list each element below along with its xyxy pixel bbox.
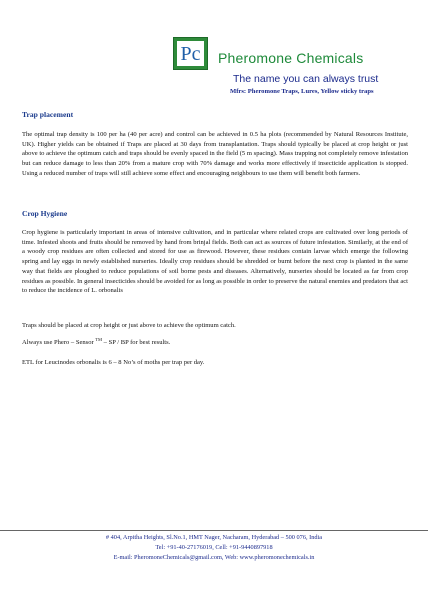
usage-suffix: – SP / BP for best results. (102, 339, 171, 346)
company-tagline: The name you can always trust (233, 73, 379, 85)
crop-hygiene-paragraph: Crop hygiene is particularly important in areas of intensive cultivation, and in particular where related crops are cultivated over long periods of time. Infested shoots and fruits should be removed by hand from brinjal fields. Both can act as sources of future infestation. Similarly, at the end of a woody crop residues are often collected and stored for use as firewood. However, these residues contain larvae which emerge the following spring and lay eggs in newly established nurseries. Ideally crop residues should be shredded or burnt before the next crop is planted in the same way that fields are ploughed to reduce populations of soil borne pests and diseases. Alternatively, nurseries should be located as far from crop residues as possible. In general insecticides should be avoided for as long as possible in order to preserve the natural enemies and predators that act to reduce the incidence of L. orbonalis (22, 229, 408, 295)
trap-placement-heading: Trap placement (22, 110, 74, 119)
etl-note: ETL for Leucinodes orbonalis is 6 – 8 No’s of moths per trap per day. (22, 359, 205, 366)
company-logo (173, 37, 208, 70)
trap-placement-paragraph: The optimal trap density is 100 per ha (40 per acre) and control can be achieved in 0.5 ha plots (recommended by Natural Resources Institute, UK). Higher yields can be obtained if Traps are placed at 30 days from transplantation. Traps should typically be placed at crop height or just above to achieve the optimum catch and traps should be evenly spaced in the field (5 m spacing). Mass trapping not completely remove infestation but can reduce damage to less than 20% from a mature crop with 70% damage and works more effectively if insecticide application is stopped. Using a reduced number of traps will still achieve some effect and encouraging neighbours to use them will benefit both farmers. (22, 131, 408, 177)
footer-address: # 404, Arpitha Heights, Sl.No.1, HMT Nager, Nacharam, Hyderabad – 500 076, India (105, 534, 323, 541)
footer-divider (0, 530, 428, 531)
company-name: Pheromone Chemicals (218, 50, 364, 66)
crop-hygiene-heading: Crop Hygiene (22, 209, 68, 218)
trap-height-note: Traps should be placed at crop height or just above to achieve the optimum catch. (22, 322, 236, 329)
manufacturer-line: Mfrs: Pheromone Traps, Lures, Yellow sticky traps (230, 88, 374, 95)
usage-prefix: Always use Phero – Sensor (22, 339, 94, 346)
usage-recommendation (22, 338, 408, 348)
trademark-mark: TM (95, 336, 103, 342)
logo-monogram: Pc (177, 41, 204, 66)
footer-phone: Tel: +91-40-27176019, Cell: +91-9440897918 (155, 544, 273, 551)
footer-contact: E-mail: PheromoneChemicals@gmail.com, Web: www.pheromonechemicals.in (113, 554, 315, 561)
